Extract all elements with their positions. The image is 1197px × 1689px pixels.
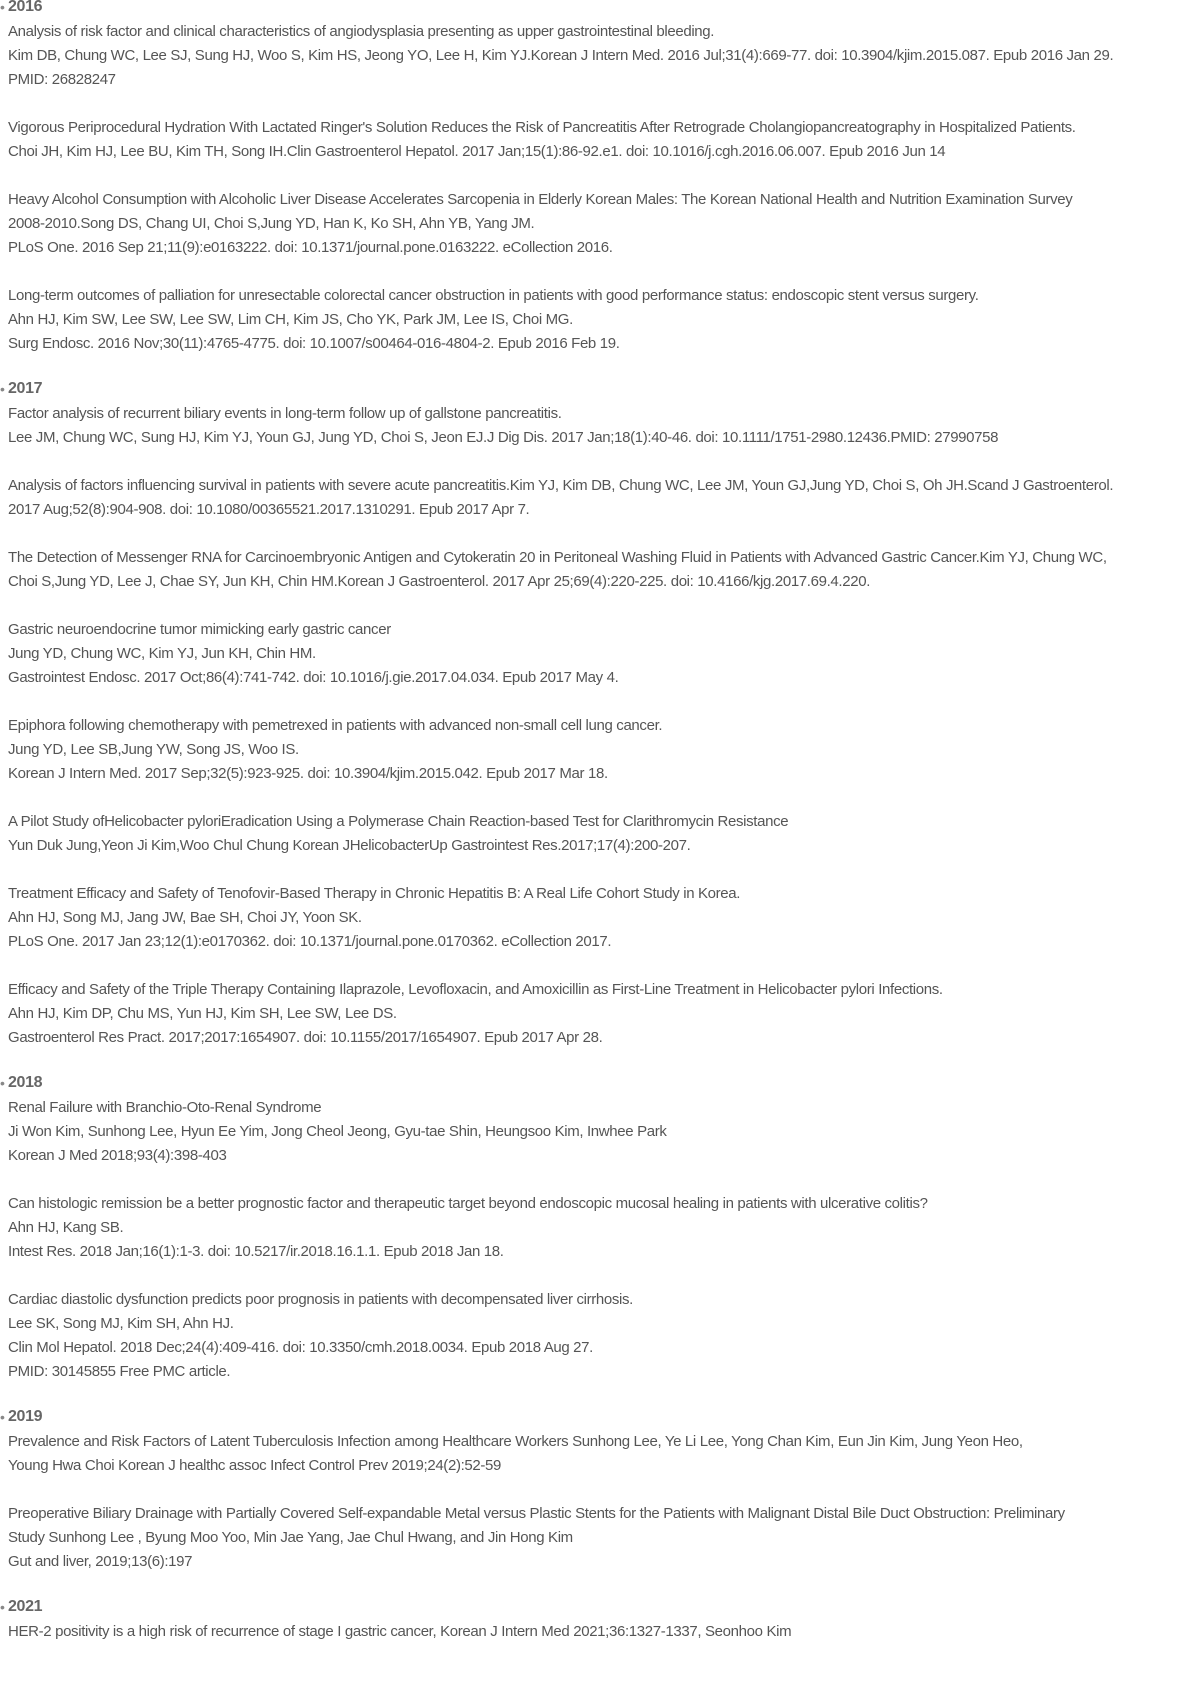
publication-citation: Gastroenterol Res Pract. 2017;2017:1654907. doi: 10.1155/2017/1654907. Epub 2017 Apr 28.	[8, 1029, 603, 1046]
publication-citation: Intest Res. 2018 Jan;16(1):1-3. doi: 10.5217/ir.2018.16.1.1. Epub 2018 Jan 18.	[8, 1243, 504, 1260]
bullet-icon: •	[0, 1075, 5, 1091]
publication-title: Vigorous Periprocedural Hydration With Lactated Ringer's Solution Reduces the Risk of Pancreatitis After Retrograde Cholangiopancreatography in Hospitalized Patients.	[8, 119, 1076, 136]
publication-title: Treatment Efficacy and Safety of Tenofovir-Based Therapy in Chronic Hepatitis B: A Real Life Cohort Study in Korea.	[8, 885, 741, 902]
bullet-icon: •	[0, 0, 5, 15]
publication-citation: Lee SK, Song MJ, Kim SH, Ahn HJ.	[8, 1315, 234, 1332]
publication-citation: Choi JH, Kim HJ, Lee BU, Kim TH, Song IH.Clin Gastroenterol Hepatol. 2017 Jan;15(1):86-92.e1. doi: 10.1016/j.cgh.2016.06.007. Epub 2016 Jun 14	[8, 143, 946, 160]
publication-citation: Lee JM, Chung WC, Sung HJ, Kim YJ, Youn GJ, Jung YD, Choi S, Jeon EJ.J Dig Dis. 2017 Jan;18(1):40-46. doi: 10.1111/1751-2980.12436.PMID: 27990758	[8, 429, 999, 446]
bullet-icon: •	[0, 381, 5, 397]
publication-title: Cardiac diastolic dysfunction predicts poor prognosis in patients with decompensated liver cirrhosis.	[8, 1291, 633, 1308]
publication-title: Can histologic remission be a better prognostic factor and therapeutic target beyond endoscopic mucosal healing in patients with ulcerative colitis?	[8, 1195, 928, 1212]
publication-citation: Gastrointest Endosc. 2017 Oct;86(4):741-742. doi: 10.1016/j.gie.2017.04.034. Epub 2017 May 4.	[8, 669, 619, 686]
publication-citation: Korean J Med 2018;93(4):398-403	[8, 1147, 227, 1164]
publication-title: Renal Failure with Branchio-Oto-Renal Syndrome	[8, 1099, 322, 1116]
publication-citation: Young Hwa Choi Korean J healthc assoc Infect Control Prev 2019;24(2):52-59	[8, 1457, 502, 1474]
publication-citation: 2008-2010.Song DS, Chang UI, Choi S,Jung YD, Han K, Ko SH, Ahn YB, Yang JM.	[8, 215, 535, 232]
publication-title: HER-2 positivity is a high risk of recurrence of stage I gastric cancer, Korean J Intern Med 2021;36:1327-1337, Seonhoo Kim	[8, 1623, 792, 1640]
publication-citation: PLoS One. 2017 Jan 23;12(1):e0170362. doi: 10.1371/journal.pone.0170362. eCollection 2017.	[8, 933, 612, 950]
year-heading	[0, 1072, 42, 1094]
year-label: 2021	[8, 1598, 43, 1615]
publication-title: Long-term outcomes of palliation for unresectable colorectal cancer obstruction in patients with good performance status: endoscopic stent versus surgery.	[8, 287, 979, 304]
publication-citation: Ji Won Kim, Sunhong Lee, Hyun Ee Yim, Jong Cheol Jeong, Gyu-tae Shin, Heungsoo Kim, Inwhee Park	[8, 1123, 667, 1140]
publication-title: Factor analysis of recurrent biliary events in long-term follow up of gallstone pancreatitis.	[8, 405, 562, 422]
year-heading	[0, 378, 42, 400]
publication-citation: Gut and liver, 2019;13(6):197	[8, 1553, 193, 1570]
year-heading	[0, 1406, 42, 1428]
publication-citation: PLoS One. 2016 Sep 21;11(9):e0163222. doi: 10.1371/journal.pone.0163222. eCollection 2016.	[8, 239, 613, 256]
year-label: 2017	[8, 380, 43, 397]
publication-title: The Detection of Messenger RNA for Carcinoembryonic Antigen and Cytokeratin 20 in Peritoneal Washing Fluid in Patients with Advanced Gastric Cancer.Kim YJ, Chung WC,	[8, 549, 1107, 566]
year-heading	[0, 0, 42, 18]
publication-title: Analysis of risk factor and clinical characteristics of angiodysplasia presenting as upper gastrointestinal bleeding.	[8, 23, 715, 40]
publication-title: Analysis of factors influencing survival in patients with severe acute pancreatitis.Kim YJ, Kim DB, Chung WC, Lee JM, Youn GJ,Jung YD, Choi S, Oh JH.Scand J Gastroenterol.	[8, 477, 1114, 494]
bullet-icon: •	[0, 1599, 5, 1615]
publication-title: Prevalence and Risk Factors of Latent Tuberculosis Infection among Healthcare Workers Sunhong Lee, Ye Li Lee, Yong Chan Kim, Eun Jin Kim, Jung Yeon Heo,	[8, 1433, 1023, 1450]
year-heading	[0, 1596, 42, 1618]
publication-citation: Ahn HJ, Kim SW, Lee SW, Lee SW, Lim CH, Kim JS, Cho YK, Park JM, Lee IS, Choi MG.	[8, 311, 573, 328]
publication-title: Efficacy and Safety of the Triple Therapy Containing Ilaprazole, Levofloxacin, and Amoxicillin as First-Line Treatment in Helicobacter pylori Infections.	[8, 981, 943, 998]
publication-citation: Yun Duk Jung,Yeon Ji Kim,Woo Chul Chung Korean JHelicobacterUp Gastrointest Res.2017;17(4):200-207.	[8, 837, 691, 854]
publication-citation: Choi S,Jung YD, Lee J, Chae SY, Jun KH, Chin HM.Korean J Gastroenterol. 2017 Apr 25;69(4):220-225. doi: 10.4166/kjg.2017.69.4.220.	[8, 573, 871, 590]
publication-citation: Ahn HJ, Kim DP, Chu MS, Yun HJ, Kim SH, Lee SW, Lee DS.	[8, 1005, 397, 1022]
year-label: 2016	[8, 0, 43, 15]
publication-citation: Jung YD, Lee SB,Jung YW, Song JS, Woo IS.	[8, 741, 299, 758]
publication-citation: Surg Endosc. 2016 Nov;30(11):4765-4775. doi: 10.1007/s00464-016-4804-2. Epub 2016 Feb 19.	[8, 335, 620, 352]
publication-citation: Ahn HJ, Kang SB.	[8, 1219, 124, 1236]
publication-citation: Clin Mol Hepatol. 2018 Dec;24(4):409-416. doi: 10.3350/cmh.2018.0034. Epub 2018 Aug 27.	[8, 1339, 593, 1356]
publication-citation: 2017 Aug;52(8):904-908. doi: 10.1080/00365521.2017.1310291. Epub 2017 Apr 7.	[8, 501, 530, 518]
publication-citation: Korean J Intern Med. 2017 Sep;32(5):923-925. doi: 10.3904/kjim.2015.042. Epub 2017 Mar 18.	[8, 765, 608, 782]
year-label: 2018	[8, 1074, 43, 1091]
publication-title: A Pilot Study ofHelicobacter pyloriEradication Using a Polymerase Chain Reaction-based Test for Clarithromycin Resistance	[8, 813, 789, 830]
publication-title: Epiphora following chemotherapy with pemetrexed in patients with advanced non-small cell lung cancer.	[8, 717, 663, 734]
publication-citation: PMID: 30145855 Free PMC article.	[8, 1363, 231, 1380]
year-label: 2019	[8, 1408, 43, 1425]
publication-citation: Study Sunhong Lee , Byung Moo Yoo, Min Jae Yang, Jae Chul Hwang, and Jin Hong Kim	[8, 1529, 573, 1546]
publication-citation: Ahn HJ, Song MJ, Jang JW, Bae SH, Choi JY, Yoon SK.	[8, 909, 362, 926]
publication-title: Gastric neuroendocrine tumor mimicking early gastric cancer	[8, 621, 391, 638]
bullet-icon: •	[0, 1409, 5, 1425]
publication-citation: Jung YD, Chung WC, Kim YJ, Jun KH, Chin HM.	[8, 645, 316, 662]
publication-citation: Kim DB, Chung WC, Lee SJ, Sung HJ, Woo S, Kim HS, Jeong YO, Lee H, Kim YJ.Korean J Intern Med. 2016 Jul;31(4):669-77. doi: 10.3904/kjim.2015.087. Epub 2016 Jan 29.	[8, 47, 1114, 64]
publication-title: Preoperative Biliary Drainage with Partially Covered Self-expandable Metal versus Plastic Stents for the Patients with Malignant Distal Bile Duct Obstruction: Preliminary	[8, 1505, 1065, 1522]
publication-citation: PMID: 26828247	[8, 71, 116, 88]
publication-title: Heavy Alcohol Consumption with Alcoholic Liver Disease Accelerates Sarcopenia in Elderly Korean Males: The Korean National Health and Nutrition Examination Survey	[8, 191, 1073, 208]
